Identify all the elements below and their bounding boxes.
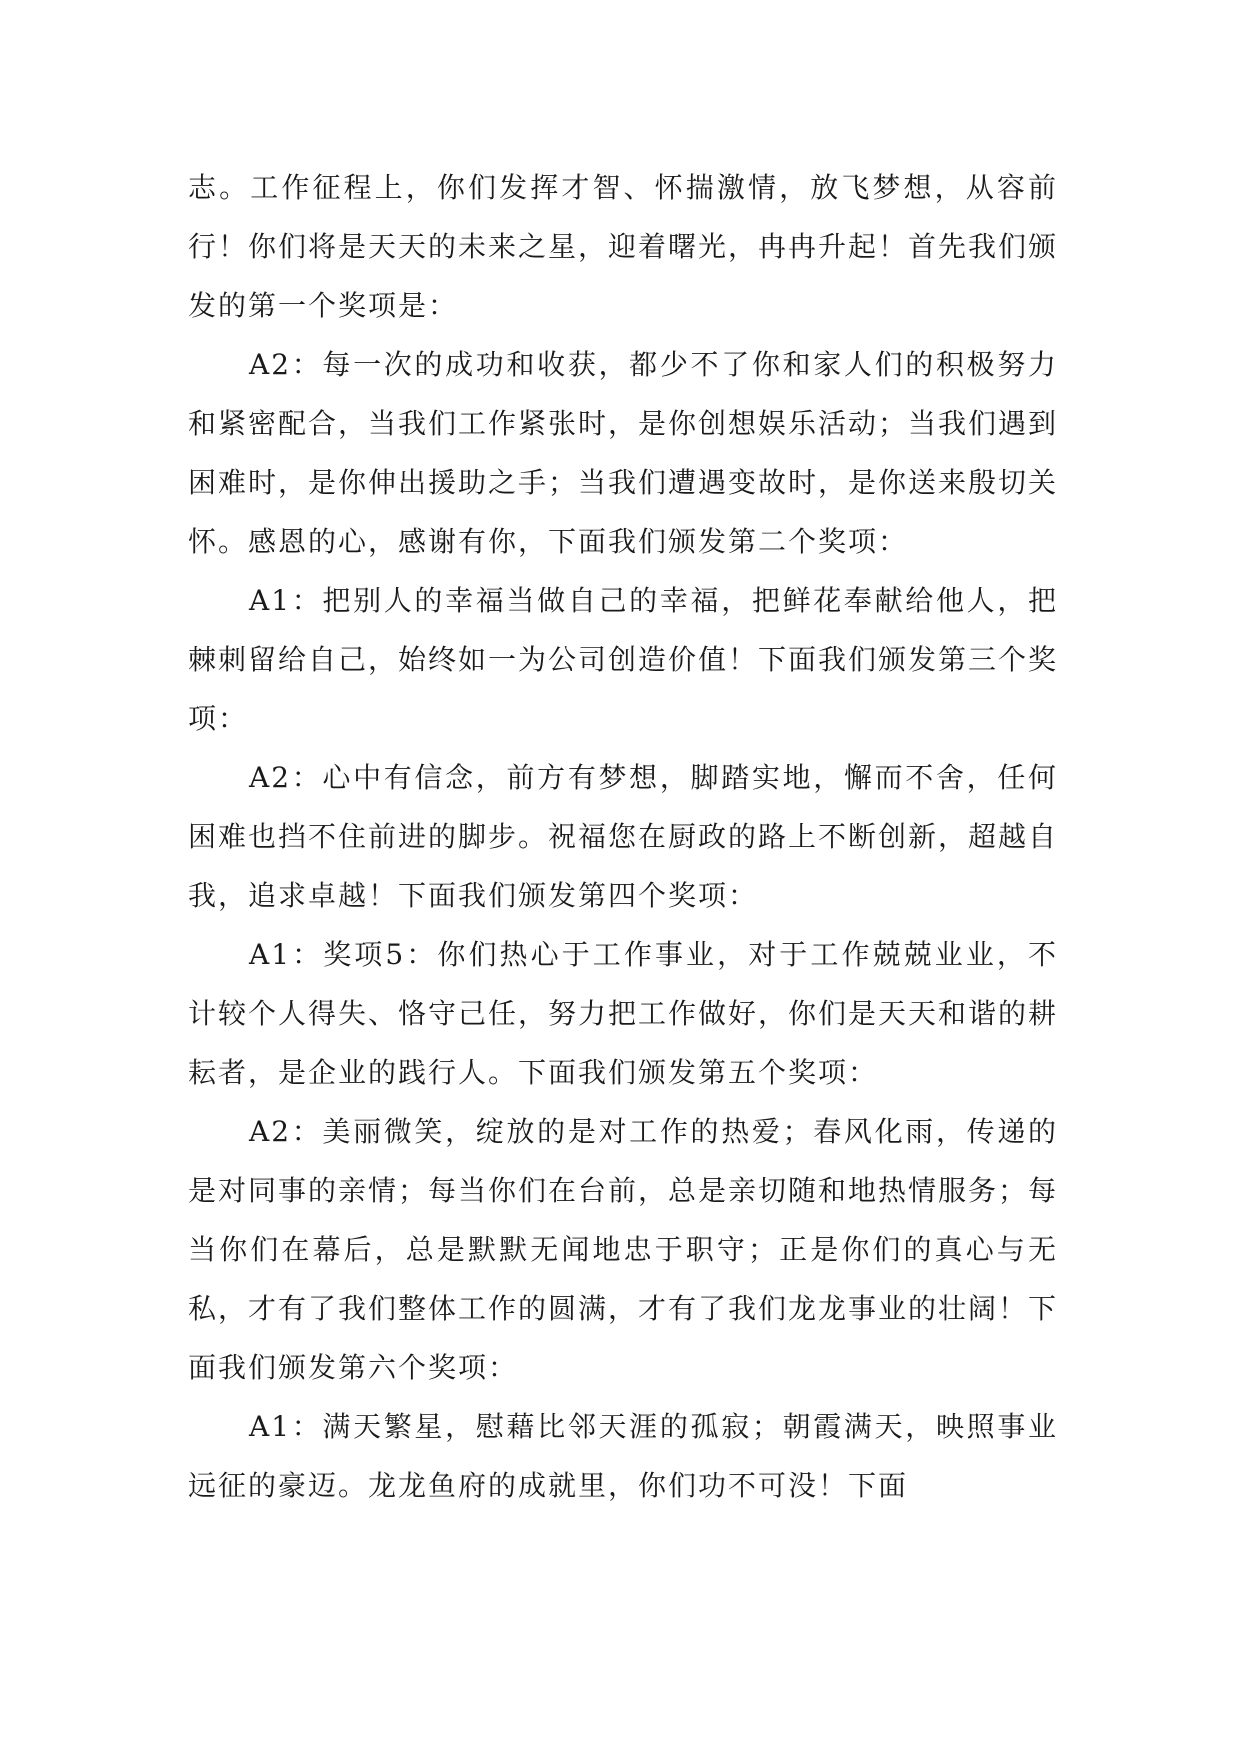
paragraph-4: A2：心中有信念，前方有梦想，脚踏实地，懈而不舍，任何困难也挡不住前进的脚步。祝福您在厨政的路上不断创新，超越自我，追求卓越！下面我们颁发第四个奖项： bbox=[188, 761, 1059, 912]
paragraph-3: A1：把别人的幸福当做自己的幸福，把鲜花奉献给他人，把棘刺留给自己，始终如一为公司创造价值！下面我们颁发第三个奖项： bbox=[188, 584, 1059, 735]
paragraph-5: A1：奖项5：你们热心于工作事业，对于工作兢兢业业，不计较个人得失、恪守己任，努力把工作做好，你们是天天和谐的耕耘者，是企业的践行人。下面我们颁发第五个奖项： bbox=[188, 938, 1059, 1089]
body-text bbox=[188, 158, 1058, 1515]
paragraph-6: A2：美丽微笑，绽放的是对工作的热爱；春风化雨，传递的是对同事的亲情；每当你们在台前，总是亲切随和地热情服务；每当你们在幕后，总是默默无闻地忠于职守；正是你们的真心与无私，才有了我们整体工作的圆满，才有了我们龙龙事业的壮阔！下面我们颁发第六个奖项： bbox=[188, 1115, 1059, 1384]
paragraph-2: A2：每一次的成功和收获，都少不了你和家人们的积极努力和紧密配合，当我们工作紧张时，是你创想娱乐活动；当我们遇到困难时，是你伸出援助之手；当我们遭遇变故时，是你送来殷切关怀。感恩的心，感谢有你，下面我们颁发第二个奖项： bbox=[188, 348, 1059, 558]
paragraph-7: A1：满天繁星，慰藉比邻天涯的孤寂；朝霞满天，映照事业远征的豪迈。龙龙鱼府的成就里，你们功不可没！下面 bbox=[188, 1410, 1058, 1502]
paragraph-1: 志。工作征程上，你们发挥才智、怀揣激情，放飞梦想，从容前行！你们将是天天的未来之星，迎着曙光，冉冉升起！首先我们颁发的第一个奖项是： bbox=[188, 171, 1059, 322]
